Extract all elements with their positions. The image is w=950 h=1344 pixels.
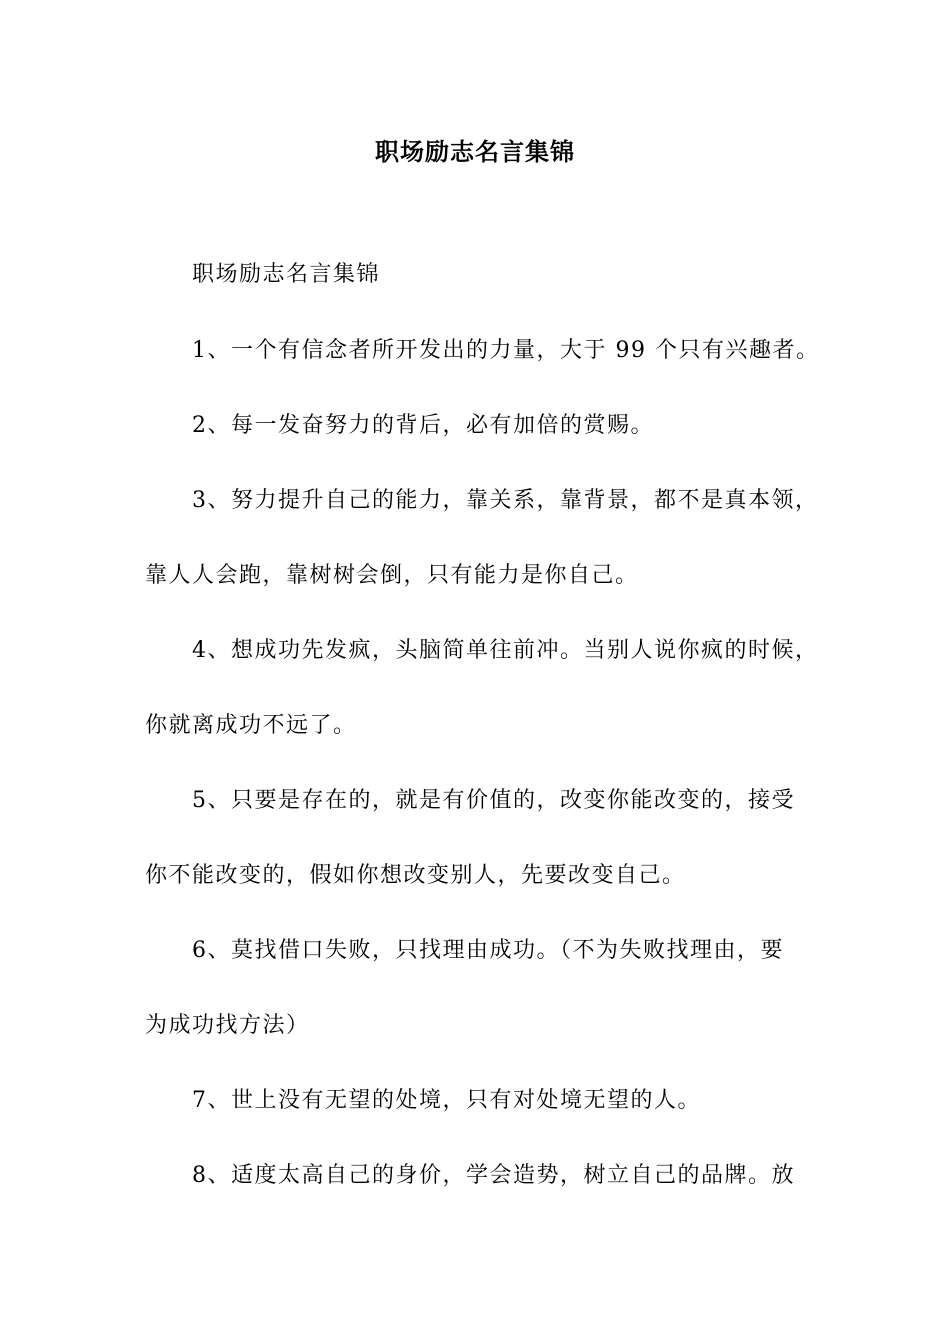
quote-4-line-1: 4、想成功先发疯，头脑简单往前冲。当别人说你疯的时候， bbox=[192, 638, 819, 663]
quote-7-line-1: 7、世上没有无望的处境，只有对处境无望的人。 bbox=[192, 1088, 701, 1113]
quote-8-line-1: 8、适度太高自己的身价，学会造势，树立自己的品牌。放 bbox=[192, 1163, 795, 1188]
quote-5-line-1: 5、只要是存在的，就是有价值的，改变你能改变的，接受 bbox=[192, 788, 795, 813]
quote-6-line-1: 6、莫找借口失败，只找理由成功。（不为失败找理由，要 bbox=[192, 938, 784, 963]
document-title: 职场励志名言集锦 bbox=[375, 137, 575, 166]
quote-4-line-2: 你就离成功不远了。 bbox=[145, 713, 357, 738]
quote-1-line-1: 1、一个有信念者所开发出的力量，大于 99 个只有兴趣者。 bbox=[192, 338, 820, 363]
quote-5-line-2: 你不能改变的，假如你想改变别人，先要改变自己。 bbox=[145, 863, 686, 888]
subtitle-line: 职场励志名言集锦 bbox=[192, 262, 381, 287]
quote-6-line-2: 为成功找方法） bbox=[145, 1013, 310, 1038]
quote-3-line-1: 3、努力提升自己的能力，靠关系，靠背景，都不是真本领， bbox=[192, 488, 819, 513]
quote-2-line-1: 2、每一发奋努力的背后，必有加倍的赏赐。 bbox=[192, 413, 654, 438]
quote-3-line-2: 靠人人会跑，靠树树会倒，只有能力是你自己。 bbox=[145, 563, 639, 588]
